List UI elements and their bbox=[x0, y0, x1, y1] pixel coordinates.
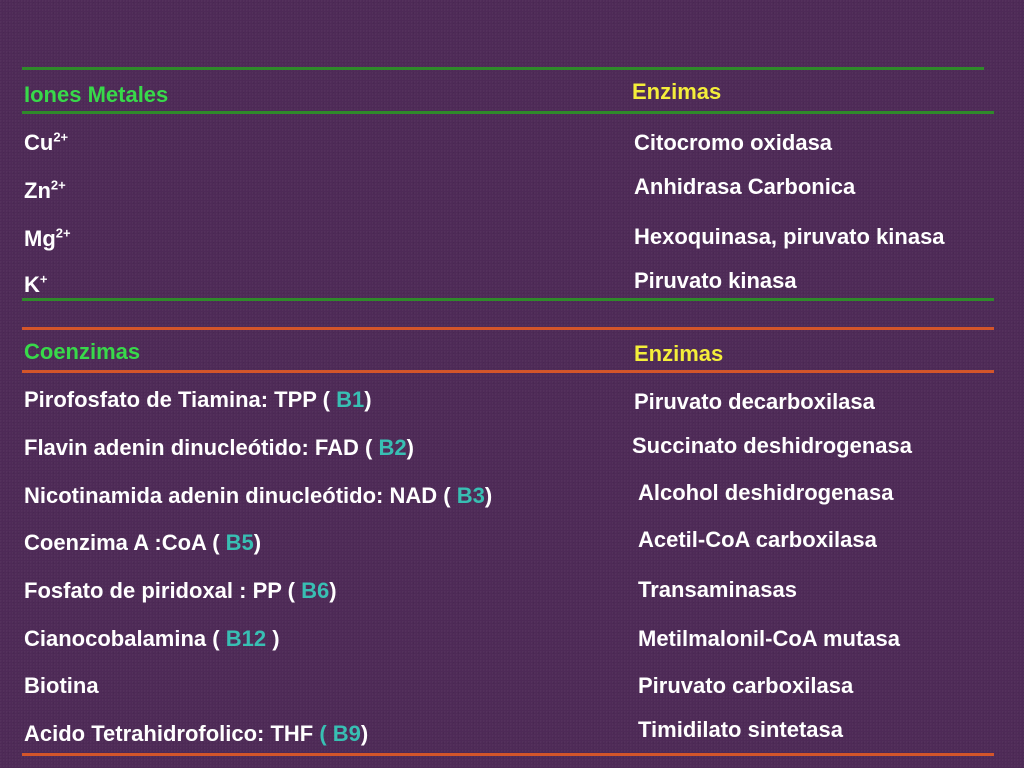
ion-mg: $Mg^{2+}$ bbox=[24, 225, 71, 251]
coenzyme-row-2: Flavin adenin dinucleótido: FAD ( B2) bbox=[24, 435, 414, 460]
top-divider bbox=[22, 67, 984, 70]
metal-enzyme-3: Hexoquinasa, piruvato kinasa bbox=[634, 224, 945, 249]
coenzymes-top-divider bbox=[22, 327, 994, 330]
coenzymes-header-divider bbox=[22, 370, 994, 373]
metals-header: Iones Metales bbox=[24, 82, 169, 107]
coenzyme-row-7: Biotina bbox=[24, 673, 99, 698]
metals-enzymes-header: Enzimas bbox=[632, 79, 722, 104]
ion-zn: $Zn^{2+}$ bbox=[24, 177, 66, 203]
metal-enzyme-1: Citocromo oxidasa bbox=[634, 130, 833, 155]
metal-enzyme-4: Piruvato kinasa bbox=[634, 268, 797, 293]
coenzyme-row-4: Coenzima A :CoA ( B5) bbox=[24, 530, 262, 555]
coenzyme-row-8: Acido Tetrahidrofolico: THF ( B9) bbox=[24, 721, 369, 746]
coenzyme-row-1: Pirofosfato de Tiamina: TPP ( B1) bbox=[24, 387, 372, 412]
coenzyme-enzyme-6: Metilmalonil-CoA mutasa bbox=[638, 626, 900, 651]
coenzymes-header: Coenzimas bbox=[24, 339, 141, 364]
coenzyme-enzyme-7: Piruvato carboxilasa bbox=[638, 673, 854, 698]
metals-header-divider bbox=[22, 111, 994, 114]
coenzyme-enzyme-3: Alcohol deshidrogenasa bbox=[638, 480, 894, 505]
ion-k: K+ bbox=[24, 271, 48, 297]
coenzyme-enzyme-5: Transaminasas bbox=[638, 577, 797, 602]
coenzyme-row-5: Fosfato de piridoxal : PP ( B6) bbox=[24, 578, 337, 603]
coenzyme-enzyme-2: Succinato deshidrogenasa bbox=[632, 433, 912, 458]
ion-cu: $Cu^{2+}$ bbox=[24, 129, 69, 155]
coenzyme-row-6: Cianocobalamina ( B12 ) bbox=[24, 626, 280, 651]
bottom-divider bbox=[22, 753, 994, 756]
coenzyme-row-3: Nicotinamida adenin dinucleótido: NAD ( B3) bbox=[24, 483, 493, 508]
coenzyme-enzyme-4: Acetil-CoA carboxilasa bbox=[638, 527, 877, 552]
metals-bottom-divider bbox=[22, 298, 994, 301]
coenzyme-enzyme-1: Piruvato decarboxilasa bbox=[634, 389, 875, 414]
metal-enzyme-2: Anhidrasa Carbonica bbox=[634, 174, 856, 199]
coenzymes-enzymes-header: Enzimas bbox=[634, 341, 724, 366]
coenzyme-enzyme-8: Timidilato sintetasa bbox=[638, 717, 843, 742]
